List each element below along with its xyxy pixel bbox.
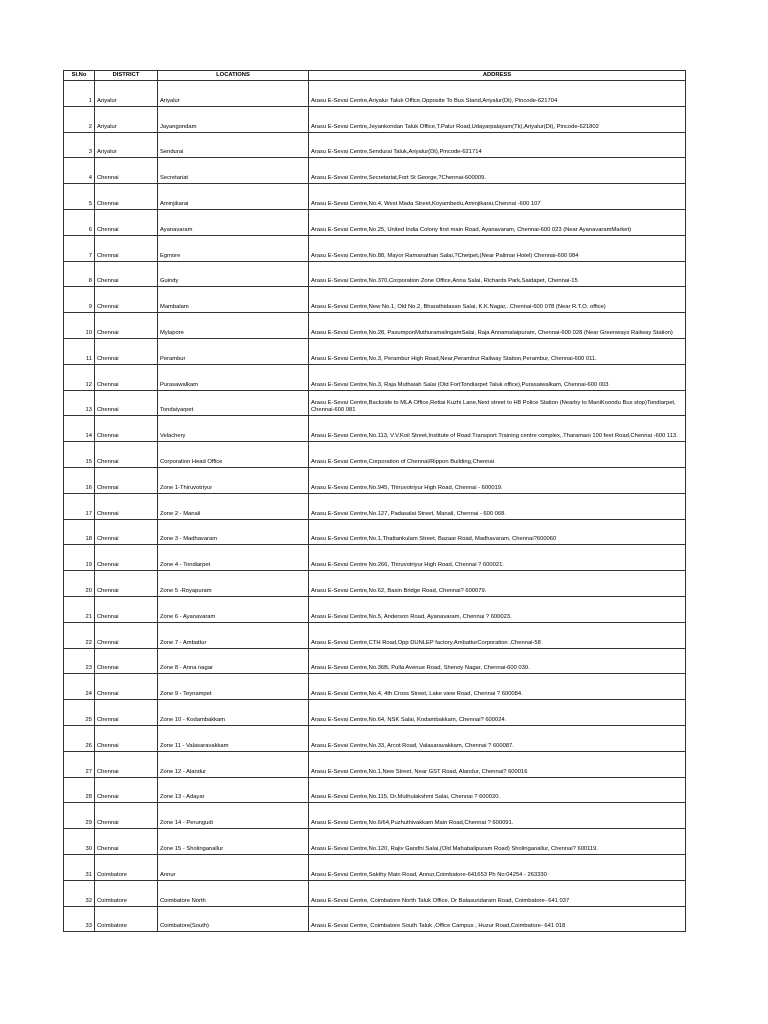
cell-district: Chennai	[95, 545, 158, 571]
cell-location: Zone 4 - Tondiarpet	[158, 545, 309, 571]
cell-district: Chennai	[95, 442, 158, 468]
cell-address: Arasu E-Sevai Centre,Secretariat,Fort St George,?Chennai-600009.	[309, 158, 686, 184]
cell-sl-no: 3	[64, 132, 95, 158]
cell-address: Arasu E-Sevai Centre,No.1,Thattankulam Street, Bazaar Road, Madhavaram, Chennai?600060	[309, 519, 686, 545]
cell-location: Zone 14 - Perungudi	[158, 803, 309, 829]
cell-location: Zone 5 -Royapuram	[158, 571, 309, 597]
cell-location: Zone 15 - Sholinganallur	[158, 829, 309, 855]
cell-address: Arasu E-Sevai Centre,No.88, Mayor Ramanathan Salai,?Chetpet,(Near Palimar Hotel) Chennai-600 084	[309, 235, 686, 261]
table-row	[64, 700, 686, 726]
cell-address: Arasu E-Sevai Centre,New No.1, Old No.2, Bharathidasan Salai, K.K.Nagar,. Chennai-600 078 (Near R.T.O. office)	[309, 287, 686, 313]
cell-address: Arasu E-Sevai Centre,No.25, United India Colony first main Road, Ayanavaram, Chennai-600 023 (Near AyanavaramMarket)	[309, 209, 686, 235]
cell-sl-no: 33	[64, 906, 95, 932]
cell-address: Arasu E-Sevai Centre,No.3, Perambur High Road,Near,Perambur Railway Station,Perambur, Chennai-600 011.	[309, 338, 686, 364]
cell-location: Tondaiyarpet	[158, 390, 309, 416]
cell-sl-no: 22	[64, 622, 95, 648]
table-body	[64, 81, 686, 932]
cell-address: Arasu E-Sevai Centre,No.64, NSK Salai, Kodambakkam, Chennai? 600024.	[309, 700, 686, 726]
cell-district: Ariyalur	[95, 81, 158, 107]
cell-district: Chennai	[95, 648, 158, 674]
table-row	[64, 81, 686, 107]
cell-address: Arasu E-Sevai Centre,No.120, Rajiv Gandhi Salai,(Old Mahabalipuram Road) Sholinganallur, Chennai? 600119.	[309, 829, 686, 855]
cell-district: Chennai	[95, 622, 158, 648]
cell-sl-no: 20	[64, 571, 95, 597]
cell-address: Arasu E-Sevai Centre,Backside to MLA Office,Rettai Kuzhi Lane,Next street to H8 Police Station (Nearby to ManiKoondu Bus stop)Tondiarpet, Chennai-600 081	[309, 390, 686, 416]
cell-location: Jayangondam	[158, 106, 309, 132]
table-row	[64, 725, 686, 751]
cell-address: Arasu E-Sevai Centre,No.62, Basin Bridge Road, Chennai? 600079.	[309, 571, 686, 597]
table-header	[64, 71, 686, 81]
esevai-centres-table	[63, 70, 686, 932]
table-row	[64, 364, 686, 390]
cell-district: Chennai	[95, 184, 158, 210]
cell-sl-no: 32	[64, 880, 95, 906]
header-address: ADDRESS	[309, 71, 686, 81]
cell-district: Chennai	[95, 751, 158, 777]
cell-sl-no: 1	[64, 81, 95, 107]
table-row	[64, 674, 686, 700]
table-row	[64, 184, 686, 210]
cell-location: Zone 12 - Alandur	[158, 751, 309, 777]
table-row	[64, 545, 686, 571]
table-row	[64, 519, 686, 545]
cell-district: Chennai	[95, 416, 158, 442]
cell-address: Arasu E-Sevai Centre,No.3, Raja Muthaiah Salai (Old FortTondiarpet Taluk office),Purasaiwalkam, Chennai-600 003	[309, 364, 686, 390]
cell-sl-no: 2	[64, 106, 95, 132]
cell-district: Chennai	[95, 596, 158, 622]
cell-sl-no: 25	[64, 700, 95, 726]
header-sl-no: Sl.No	[64, 71, 95, 81]
cell-sl-no: 24	[64, 674, 95, 700]
cell-location: Aminjikarai	[158, 184, 309, 210]
cell-location: Sendurai	[158, 132, 309, 158]
cell-sl-no: 11	[64, 338, 95, 364]
table-row	[64, 622, 686, 648]
cell-sl-no: 31	[64, 854, 95, 880]
cell-sl-no: 18	[64, 519, 95, 545]
cell-location: Velachery	[158, 416, 309, 442]
cell-location: Guindy	[158, 261, 309, 287]
table-row	[64, 467, 686, 493]
cell-sl-no: 15	[64, 442, 95, 468]
table-row	[64, 596, 686, 622]
table-row	[64, 648, 686, 674]
table-row	[64, 777, 686, 803]
cell-address: Arasu E-Sevai Centre,No.113, V.V.Koil Street,Institute of Road Transport Training centre complex,.Tharamani 100 feet Road,Chennai -600 113.	[309, 416, 686, 442]
cell-sl-no: 28	[64, 777, 95, 803]
cell-district: Chennai	[95, 338, 158, 364]
cell-location: Zone 6 - Ayanavaram	[158, 596, 309, 622]
cell-address: Arasu E-Sevai Centre,Sendurai Taluk,Ariyalur(Dt),Pincode-621714	[309, 132, 686, 158]
cell-sl-no: 27	[64, 751, 95, 777]
table-row	[64, 880, 686, 906]
cell-location: Zone 13 - Adayar	[158, 777, 309, 803]
cell-address: Arasu E-Sevai Centre,No.36B, Pulla Avenue Road, Shenoy Nagar, Chennai-600 030.	[309, 648, 686, 674]
cell-location: Zone 8 - Anna nagar	[158, 648, 309, 674]
cell-address: Arasu E-Sevai Centre,No.370,Corporation Zone Office,Anna Salai, Richards Park,Saidapet, Chennai-15	[309, 261, 686, 287]
cell-district: Chennai	[95, 674, 158, 700]
cell-sl-no: 17	[64, 493, 95, 519]
cell-location: Ariyalur	[158, 81, 309, 107]
cell-district: Chennai	[95, 158, 158, 184]
table-row	[64, 571, 686, 597]
table-row	[64, 287, 686, 313]
header-district: DISTRICT	[95, 71, 158, 81]
header-row	[64, 71, 686, 81]
cell-location: Zone 10 - Kodambakkam	[158, 700, 309, 726]
cell-location: Coimbatore North	[158, 880, 309, 906]
cell-sl-no: 23	[64, 648, 95, 674]
cell-location: Ayanavaram	[158, 209, 309, 235]
cell-district: Chennai	[95, 725, 158, 751]
cell-district: Ariyalur	[95, 132, 158, 158]
cell-district: Chennai	[95, 803, 158, 829]
cell-address: Arasu E-Sevai Centre No.266, Thiruvotriyur High Road, Chennai ? 600021.	[309, 545, 686, 571]
cell-sl-no: 6	[64, 209, 95, 235]
cell-location: Mylapore	[158, 313, 309, 339]
cell-address: Arasu E-Sevai Centre,Ariyalur Taluk Office,Opposite To Bus Stand,Ariyalur(Dt), Pincode-621704	[309, 81, 686, 107]
cell-address: Arasu E-Sevai Centre,No.945, Thiruvotriyur High Road, Chennai - 600019.	[309, 467, 686, 493]
cell-address: Arasu E-Sevai Centre,No.4, West Mada Street,Koyambedu,Aminjikarai,Chennai -600 107	[309, 184, 686, 210]
cell-location: Zone 9 - Teynampet	[158, 674, 309, 700]
cell-district: Chennai	[95, 209, 158, 235]
cell-district: Chennai	[95, 571, 158, 597]
cell-district: Chennai	[95, 235, 158, 261]
cell-location: Coimbatore(South)	[158, 906, 309, 932]
cell-address: Arasu E-Sevai Centre,Jeyankondan Taluk Office,T.Palur Road,Udayarpalayam(Tk),Ariyalur(Dt), Pincode-621802	[309, 106, 686, 132]
cell-location: Zone 1-Thiruvotriyur	[158, 467, 309, 493]
cell-sl-no: 21	[64, 596, 95, 622]
table-row	[64, 235, 686, 261]
cell-address: Arasu E-Sevai Centre, Coimbatore North Taluk Office, Dr Balasundaram Road, Coimbatore- 641 037	[309, 880, 686, 906]
table-row	[64, 106, 686, 132]
cell-sl-no: 4	[64, 158, 95, 184]
table-row	[64, 338, 686, 364]
cell-location: Egmore	[158, 235, 309, 261]
cell-district: Coimbatore	[95, 906, 158, 932]
cell-location: Corporation Head Office	[158, 442, 309, 468]
cell-district: Chennai	[95, 261, 158, 287]
cell-sl-no: 16	[64, 467, 95, 493]
cell-address: Arasu E-Sevai Centre,No.28, PasumponMuthuramalingamSalai, Raja Annamalaipuram, Chennai-600 028 (Near Greenways Railway Station)	[309, 313, 686, 339]
cell-location: Perambur	[158, 338, 309, 364]
cell-address: Arasu E-Sevai Centre,Corporation of Chennai/Rippon Building,Chennai	[309, 442, 686, 468]
cell-location: Zone 2 - Manali	[158, 493, 309, 519]
cell-address: Arasu E-Sevai Centre,No.1,New Street, Near GST Road, Alandur, Chennai? 600016	[309, 751, 686, 777]
table-row	[64, 313, 686, 339]
cell-district: Coimbatore	[95, 880, 158, 906]
cell-location: Secretariat	[158, 158, 309, 184]
table-row	[64, 132, 686, 158]
cell-sl-no: 9	[64, 287, 95, 313]
cell-sl-no: 26	[64, 725, 95, 751]
cell-location: Purasawalkam	[158, 364, 309, 390]
cell-district: Chennai	[95, 519, 158, 545]
cell-address: Arasu E-Sevai Centre, Coimbatore South Taluk ,Office Campus , Huzur Road,Coimbatore- 641 018	[309, 906, 686, 932]
cell-sl-no: 8	[64, 261, 95, 287]
cell-sl-no: 14	[64, 416, 95, 442]
table-row	[64, 442, 686, 468]
cell-district: Chennai	[95, 287, 158, 313]
cell-address: Arasu E-Sevai Centre,No.5, Anderson Road, Ayanavaram, Chennai ? 600023.	[309, 596, 686, 622]
cell-sl-no: 12	[64, 364, 95, 390]
cell-location: Zone 3 - Madhavaram	[158, 519, 309, 545]
table-row	[64, 854, 686, 880]
cell-address: Arasu E-Sevai Centre,Sakthy Main Road, Annur,Coimbatore-641653 Ph No:04254 - 263330	[309, 854, 686, 880]
cell-address: Arasu E-Sevai Centre,CTH Road,Opp DUNLEP factory,AmbatturCorporation ,Chennai-58	[309, 622, 686, 648]
cell-district: Chennai	[95, 364, 158, 390]
table-row	[64, 416, 686, 442]
cell-address: Arasu E-Sevai Centre,No.6/64,Puzhuthivakkam Main Road,Chennai ? 600091.	[309, 803, 686, 829]
cell-district: Ariyalur	[95, 106, 158, 132]
cell-sl-no: 7	[64, 235, 95, 261]
cell-district: Chennai	[95, 467, 158, 493]
cell-district: Chennai	[95, 700, 158, 726]
cell-address: Arasu E-Sevai Centre,No.115, Dr.Muthulakshmi Salai, Chennai ? 600020.	[309, 777, 686, 803]
table-row	[64, 803, 686, 829]
cell-address: Arasu E-Sevai Centre,No.33, Arcot Road, Valasaravakkam, Chennai ? 600087.	[309, 725, 686, 751]
table-row	[64, 209, 686, 235]
cell-location: Zone 7 - Ambattur	[158, 622, 309, 648]
cell-sl-no: 10	[64, 313, 95, 339]
cell-sl-no: 29	[64, 803, 95, 829]
cell-sl-no: 30	[64, 829, 95, 855]
cell-district: Chennai	[95, 829, 158, 855]
table-row	[64, 829, 686, 855]
cell-district: Chennai	[95, 313, 158, 339]
cell-district: Chennai	[95, 777, 158, 803]
table-row	[64, 390, 686, 416]
cell-location: Zone 11 - Valasaravakkam	[158, 725, 309, 751]
cell-location: Mambalam	[158, 287, 309, 313]
table-row	[64, 751, 686, 777]
cell-address: Arasu E-Sevai Centre,No.127, Padasalai Street, Manali, Chennai - 600 068.	[309, 493, 686, 519]
table-row	[64, 158, 686, 184]
cell-district: Chennai	[95, 493, 158, 519]
table-row	[64, 493, 686, 519]
cell-district: Coimbatore	[95, 854, 158, 880]
cell-sl-no: 5	[64, 184, 95, 210]
cell-sl-no: 19	[64, 545, 95, 571]
cell-district: Chennai	[95, 390, 158, 416]
cell-location: Annur	[158, 854, 309, 880]
cell-address: Arasu E-Sevai Centre,No.4, 4th Cross Street, Lake view Road, Chennai ? 600084.	[309, 674, 686, 700]
table-row	[64, 261, 686, 287]
cell-sl-no: 13	[64, 390, 95, 416]
table-row	[64, 906, 686, 932]
header-locations: LOCATIONS	[158, 71, 309, 81]
